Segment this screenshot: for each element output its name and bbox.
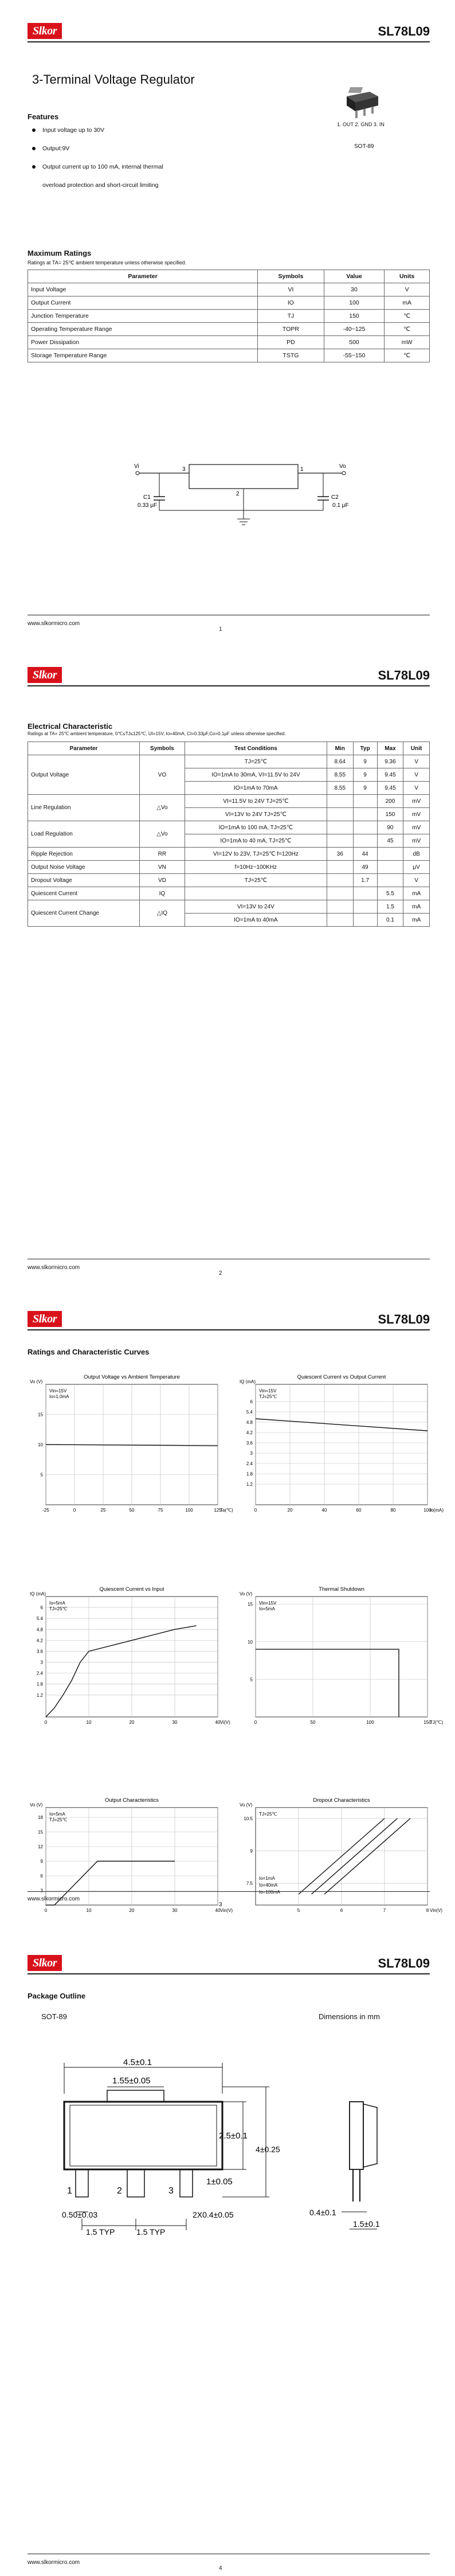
svg-text:C1: C1	[143, 494, 151, 501]
table-row: Quiescent Current Change △IQ VI=13V to 24V 1.5 mA	[28, 900, 430, 914]
sot89-package-icon	[338, 86, 384, 120]
page-number: 3	[219, 1902, 222, 1908]
y-tick-label: 10	[248, 1639, 253, 1645]
brand-logo: Slkor	[28, 1311, 62, 1327]
svg-text:C2: C2	[331, 494, 339, 501]
x-tick-label: 5	[297, 1908, 300, 1913]
x-tick-label: 10	[86, 1720, 92, 1725]
y-tick-label: 6	[40, 1874, 43, 1879]
bullet-icon	[32, 128, 36, 132]
table-header: Unit	[403, 742, 430, 755]
electrical-note: Ratings at TA= 25℃ ambient temperature, 0℃≤TJ≤125℃, UI=15V, Io=40mA, CI=0.33μF,Co=0.1μF unless otherwise specified.	[28, 731, 286, 736]
page-3	[0, 1288, 455, 1932]
svg-text:3: 3	[168, 2186, 174, 2196]
y-tick-label: 7.5	[246, 1881, 253, 1887]
x-tick-label: 40	[215, 1908, 221, 1913]
y-tick-label: 9	[40, 1859, 43, 1864]
chart-condition: TJ=25℃	[259, 1812, 277, 1817]
x-tick-label: 75	[158, 1508, 163, 1513]
feature-3: Output current up to 100 mA, internal thermal	[32, 163, 163, 171]
y-tick-label: 3.6	[246, 1441, 253, 1446]
series-label: Io=40mA	[259, 1883, 278, 1888]
page-4	[0, 1932, 455, 2576]
table-row: IO=1mA to 70mA 8.55 9 9.45 V	[28, 782, 430, 795]
y-tick-label: 4.2	[36, 1638, 43, 1644]
x-tick-label: 0	[44, 1720, 48, 1725]
x-axis-label: Vi(V)	[220, 1720, 230, 1725]
y-axis-label: Vo (V)	[240, 1802, 253, 1808]
table-header: Symbols	[139, 742, 185, 755]
table-row: Line Regulation △Vo VI=11.5V to 24V TJ=25℃ 200 mV	[28, 795, 430, 808]
y-tick-label: 12	[38, 1844, 43, 1849]
feature-1: Input voltage up to 30V	[32, 126, 104, 134]
y-axis-label: IQ (mA)	[240, 1379, 256, 1384]
table-row: Input Voltage VI 30 V	[28, 283, 430, 296]
x-tick-label: -25	[42, 1508, 49, 1513]
x-tick-label: 30	[172, 1720, 178, 1725]
page-1	[0, 0, 455, 644]
ratings-heading: Maximum Ratings	[28, 249, 92, 257]
x-tick-label: 7	[383, 1908, 386, 1913]
table-row: Ripple Rejection RR VI=12V to 23V, TJ=25℃ f=120Hz 36 44 dB	[28, 848, 430, 861]
x-tick-label: 40	[215, 1720, 221, 1725]
part-number: SL78L09	[378, 1956, 430, 1970]
y-tick-label: 15	[248, 1602, 253, 1607]
footer-url: www.slkormicro.com	[28, 1264, 80, 1271]
x-tick-label: 0	[254, 1720, 257, 1725]
y-tick-label: 10	[38, 1442, 43, 1447]
header-rule	[28, 685, 430, 686]
table-row: Output Current IO 100 mA	[28, 296, 430, 310]
vo-label: Vo	[339, 463, 346, 470]
svg-text:4±0.25: 4±0.25	[256, 2145, 280, 2154]
series-line	[324, 1818, 410, 1894]
table-header: Max	[377, 742, 403, 755]
table-row: IO=1mA to 40mA 0.1 mA	[28, 914, 430, 927]
chart-title: Dropout Characteristics	[313, 1797, 370, 1804]
chart-frame	[256, 1597, 427, 1717]
series-line	[46, 1626, 197, 1717]
x-axis-label: Ta(℃)	[220, 1508, 233, 1513]
chart-condition: Io=5mA	[49, 1601, 65, 1606]
svg-text:3: 3	[182, 466, 186, 473]
table-row: Junction Temperature TJ 150 ℃	[28, 310, 430, 323]
x-tick-label: 20	[129, 1720, 135, 1725]
y-tick-label: 9	[250, 1848, 253, 1854]
x-tick-label: 0	[44, 1908, 48, 1913]
x-tick-label: 30	[172, 1908, 178, 1913]
x-tick-label: 125	[214, 1508, 222, 1513]
package-label: SOT-89	[354, 143, 374, 150]
x-tick-label: 10	[86, 1908, 92, 1913]
svg-text:2.5±0.1: 2.5±0.1	[219, 2131, 248, 2141]
y-tick-label: 4.8	[36, 1627, 43, 1633]
table-header: Min	[327, 742, 353, 755]
y-tick-label: 4.2	[246, 1430, 253, 1435]
package-name: SOT-89	[41, 2012, 67, 2021]
y-tick-label: 3	[40, 1660, 43, 1665]
svg-text:2: 2	[236, 491, 240, 497]
y-tick-label: 1.2	[246, 1482, 253, 1487]
table-row: Storage Temperature Range TSTG -55~150 ℃	[28, 349, 430, 362]
y-tick-label: 18	[38, 1815, 43, 1820]
x-tick-label: 80	[390, 1508, 396, 1513]
y-tick-label: 5	[40, 1472, 43, 1478]
chart-condition: Io=5mA	[49, 1812, 65, 1817]
svg-text:0.1 μF: 0.1 μF	[332, 502, 349, 509]
application-circuit	[115, 453, 355, 539]
ratings-table: Parameter Symbols Value Units Input Voltage VI 30 V Output Current IO 100 mA Junction Temperature TJ 150 ℃ Operating Temperature Range TOPR -40~125 ℃ Power Dissipation PD 500 mW Storage Temperature Range TSTG -55~150 ℃	[28, 270, 430, 362]
table-row: IO=1mA to 40 mA, TJ=25℃ 45 mV	[28, 834, 430, 848]
y-tick-label: 3	[40, 1888, 43, 1894]
x-tick-label: 40	[321, 1508, 327, 1513]
y-tick-label: 6	[250, 1399, 253, 1404]
svg-text:1.5±0.1: 1.5±0.1	[353, 2219, 380, 2228]
table-row: Output Noise Voltage VN f=10Hz~100KHz 49 μV	[28, 861, 430, 874]
svg-text:0.4±0.1: 0.4±0.1	[309, 2208, 336, 2217]
bullet-icon	[32, 165, 36, 169]
chart-condition: Io=1.0mA	[49, 1394, 69, 1399]
y-tick-label: 5.4	[246, 1410, 253, 1415]
footer-url: www.slkormicro.com	[28, 1896, 80, 1902]
x-tick-label: 50	[310, 1720, 316, 1725]
x-axis-label: Vin(V)	[220, 1908, 233, 1913]
table-header: Typ	[353, 742, 377, 755]
brand-logo: Slkor	[28, 667, 62, 683]
chart-condition: TJ=25℃	[259, 1394, 277, 1399]
table-row: IO=1mA to 30mA, VI=11.5V to 24V 8.55 9 9.45 V	[28, 768, 430, 782]
svg-text:1.5 TYP: 1.5 TYP	[86, 2227, 115, 2237]
x-tick-label: 20	[287, 1508, 293, 1513]
x-tick-label: 0	[254, 1508, 257, 1513]
table-row: Load Regulation △Vo IO=1mA to 100 mA, TJ=25℃ 90 mV	[28, 821, 430, 834]
y-axis-label: Vo (V)	[30, 1802, 43, 1808]
y-axis-label: IQ (mA)	[30, 1591, 46, 1597]
curves-heading: Ratings and Characteristic Curves	[28, 1348, 150, 1356]
chart-title: Output Voltage vs Ambient Temperature	[84, 1374, 180, 1380]
part-number: SL78L09	[378, 668, 430, 682]
series-label: Io=100mA	[259, 1890, 280, 1895]
y-tick-label: 5	[250, 1677, 253, 1683]
package-outline-drawing	[0, 1932, 455, 2505]
page-2	[0, 644, 455, 1288]
x-axis-label: Vin(V)	[430, 1908, 443, 1913]
table-header: Parameter	[28, 742, 140, 755]
y-tick-label: 5.4	[36, 1616, 43, 1622]
footer-url: www.slkormicro.com	[28, 620, 80, 627]
svg-text:0.50±0.03: 0.50±0.03	[62, 2210, 98, 2219]
document-title: 3-Terminal Voltage Regulator	[32, 72, 195, 87]
chart-condition: Vin=15V	[49, 1388, 67, 1394]
electrical-table	[28, 741, 430, 927]
part-number: SL78L09	[378, 1312, 430, 1326]
brand-logo: Slkor	[28, 23, 62, 39]
table-row: Dropout Voltage VD TJ=25℃ 1.7 V	[28, 874, 430, 887]
chart-title: Output Characteristics	[105, 1797, 159, 1804]
feature-2: Output:9V	[32, 145, 69, 153]
chart-condition: TJ=25℃	[49, 1817, 68, 1822]
x-tick-label: 100	[185, 1508, 193, 1513]
features-heading: Features	[28, 112, 59, 121]
y-tick-label: 15	[38, 1829, 43, 1835]
footer-rule	[28, 1891, 430, 1892]
svg-text:2: 2	[117, 2186, 122, 2196]
part-number: SL78L09	[378, 24, 430, 38]
table-row: Power Dissipation PD 500 mW	[28, 336, 430, 349]
y-tick-label: 3	[250, 1451, 253, 1456]
footer-url: www.slkormicro.com	[28, 2559, 80, 2566]
chart-title: Quiescent Current vs Input	[99, 1586, 164, 1593]
svg-text:0.33 μF: 0.33 μF	[138, 502, 158, 509]
x-tick-label: 150	[423, 1720, 432, 1725]
series-line	[256, 1419, 427, 1431]
svg-text:1.55±0.05: 1.55±0.05	[112, 2076, 151, 2086]
svg-text:2X0.4±0.05: 2X0.4±0.05	[193, 2210, 234, 2219]
y-tick-label: 10.5	[244, 1816, 253, 1821]
y-tick-label: 1.8	[36, 1681, 43, 1687]
chart-frame	[256, 1384, 427, 1505]
svg-text:1.5 TYP: 1.5 TYP	[136, 2227, 166, 2237]
page-number: 4	[219, 2565, 222, 2571]
dimensions-note: Dimensions in mm	[319, 2012, 380, 2021]
vi-label: Vi	[134, 463, 139, 470]
y-tick-label: 2.4	[36, 1671, 43, 1676]
chart-condition: Io=5mA	[259, 1606, 275, 1611]
page-header	[0, 644, 455, 689]
svg-text:4.5±0.1: 4.5±0.1	[123, 2058, 152, 2067]
feature-3-cont: overload protection and short-circuit limiting	[42, 182, 159, 189]
brand-logo: Slkor	[28, 1955, 62, 1971]
chart-title: Quiescent Current vs Output Current	[297, 1374, 386, 1380]
x-tick-label: 6	[340, 1908, 343, 1913]
y-tick-label: 6	[40, 1605, 43, 1611]
table-row: Quiescent Current IQ 5.5 mA	[28, 887, 430, 900]
y-tick-label: 1.2	[36, 1692, 43, 1698]
y-tick-label: 4.8	[246, 1420, 253, 1425]
pin-label: 1. OUT 2. GND 3. IN	[337, 122, 385, 127]
x-axis-label: TJ(℃)	[430, 1720, 444, 1725]
x-tick-label: 20	[129, 1908, 135, 1913]
x-tick-label: 50	[129, 1508, 135, 1513]
chart-condition: Vin=15V	[259, 1388, 277, 1394]
y-tick-label: 2.4	[246, 1461, 253, 1466]
y-tick-label: 15	[38, 1412, 43, 1418]
svg-text:1: 1	[67, 2186, 72, 2196]
x-tick-label: 25	[100, 1508, 106, 1513]
package-heading: Package Outline	[28, 1992, 86, 2000]
series-label: Io=1mA	[259, 1876, 275, 1881]
x-tick-label: 8	[426, 1908, 429, 1913]
header-rule	[28, 41, 430, 42]
x-tick-label: 0	[73, 1508, 76, 1513]
svg-text:1±0.05: 1±0.05	[206, 2177, 233, 2187]
page-number: 2	[219, 1270, 222, 1277]
ratings-note: Ratings at TA= 25℃ ambient temperature unless otherwise specified.	[28, 260, 187, 266]
x-tick-label: 60	[356, 1508, 362, 1513]
table-row: VI=13V to 24V TJ=25℃ 150 mV	[28, 808, 430, 821]
table-row: Output Voltage VO TJ=25℃ 8.64 9 9.36 V	[28, 755, 430, 768]
page-header	[0, 0, 455, 45]
y-tick-label: 3.6	[36, 1649, 43, 1654]
y-axis-label: Vo (V)	[30, 1379, 43, 1384]
bullet-icon	[32, 147, 36, 150]
page-number: 1	[219, 626, 222, 633]
y-axis-label: Vo (V)	[240, 1591, 253, 1597]
electrical-heading: Electrical Characteristic	[28, 722, 113, 731]
chart-condition: TJ=25℃	[49, 1606, 68, 1611]
x-tick-label: 100	[366, 1720, 374, 1725]
x-axis-label: Io(mA)	[430, 1508, 444, 1513]
chart-condition: Vin=15V	[259, 1601, 277, 1606]
table-header: Test Conditions	[185, 742, 327, 755]
svg-text:1: 1	[300, 466, 304, 473]
y-tick-label: 1.8	[246, 1472, 253, 1477]
series-line	[256, 1649, 399, 1717]
chart-title: Thermal Shutdown	[319, 1586, 364, 1593]
table-row: Operating Temperature Range TOPR -40~125 ℃	[28, 323, 430, 336]
x-tick-label: 100	[423, 1508, 432, 1513]
